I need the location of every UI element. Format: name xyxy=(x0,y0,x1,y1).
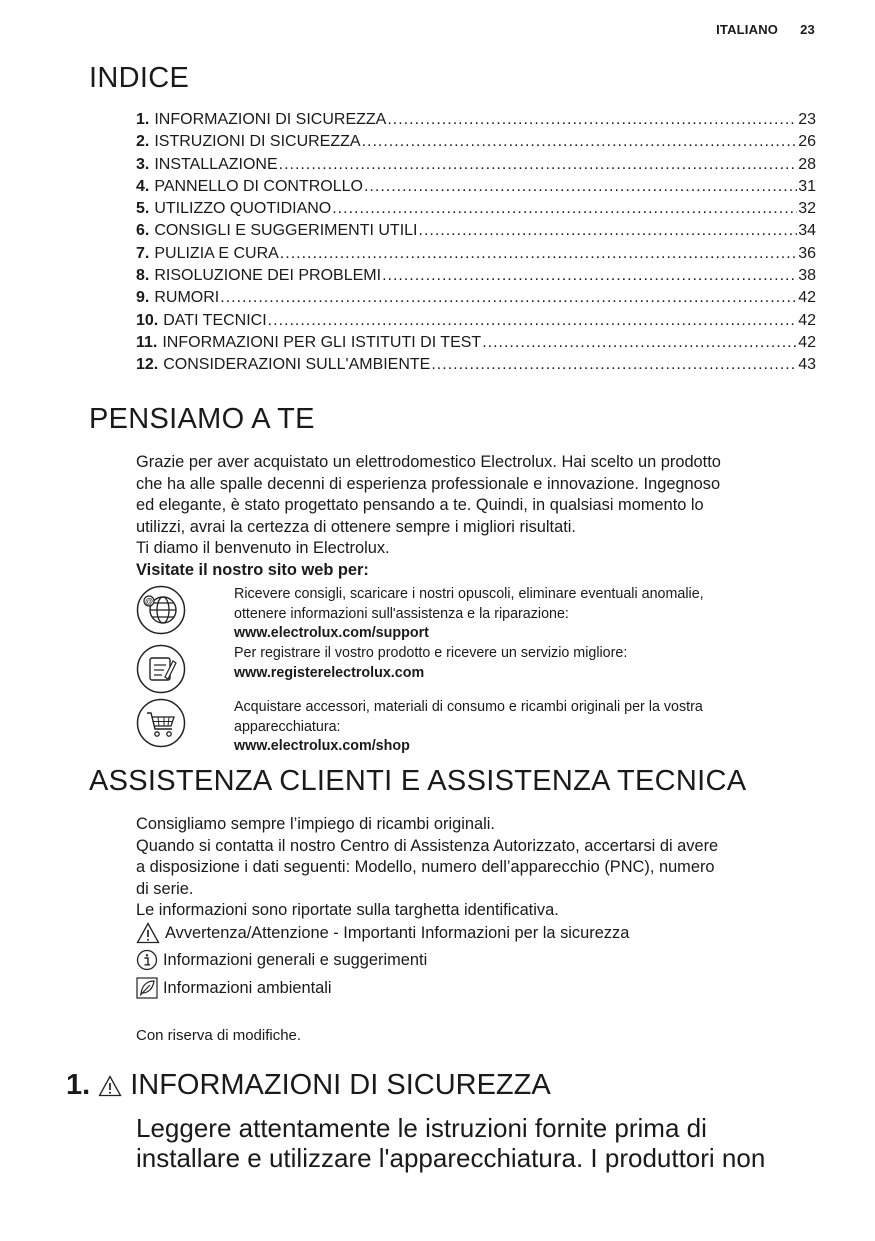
assistance-title: ASSISTENZA CLIENTI E ASSISTENZA TECNICA xyxy=(89,765,747,797)
legend-warning xyxy=(136,922,629,944)
toc-entry[interactable] xyxy=(136,312,816,334)
warning-triangle-icon xyxy=(98,1075,122,1097)
toc-entry[interactable] xyxy=(136,133,816,155)
toc-leader xyxy=(382,267,797,285)
support-desc: ottenere informazioni sull'assistenza e la riparazione: xyxy=(234,605,569,622)
toc-entry[interactable] xyxy=(136,200,816,222)
toc-leader xyxy=(279,156,798,174)
info-circle-icon xyxy=(136,949,158,971)
support-row xyxy=(136,585,826,645)
toc-leader xyxy=(220,289,797,307)
toc-page: 34 xyxy=(798,222,816,240)
toc-number: 5. xyxy=(136,200,150,218)
assistance-line: Consigliamo sempre l’impiego di ricambi originali. xyxy=(136,815,495,833)
table-of-contents xyxy=(136,111,816,379)
toc-page: 42 xyxy=(798,311,816,329)
toc-number: 8. xyxy=(136,267,150,285)
toc-page: 42 xyxy=(798,333,816,351)
toc-label: INFORMAZIONI DI SICUREZZA xyxy=(154,111,387,128)
svg-text:@: @ xyxy=(145,597,153,606)
support-link[interactable]: www.electrolux.com/support xyxy=(234,625,429,641)
index-title: INDICE xyxy=(89,62,190,94)
shop-text xyxy=(234,698,814,757)
toc-label: CONSIDERAZIONI SULL'AMBIENTE xyxy=(163,356,431,374)
section1-line: Leggere attentamente le istruzioni fornite prima di xyxy=(136,1113,707,1143)
toc-entry[interactable] xyxy=(136,356,816,378)
toc-page: 43 xyxy=(798,356,816,374)
thinking-title: PENSIAMO A TE xyxy=(89,403,315,435)
shop-desc: apparecchiatura: xyxy=(234,718,341,735)
toc-number: 2. xyxy=(136,133,150,151)
legend-info xyxy=(136,949,427,971)
toc-label: PANNELLO DI CONTROLLO xyxy=(154,177,363,195)
toc-page: 38 xyxy=(798,267,816,285)
shop-desc: Acquistare accessori, materiali di consumo e ricambi originali per la vostra xyxy=(234,699,703,715)
toc-entry[interactable] xyxy=(136,222,816,244)
toc-label: RISOLUZIONE DEI PROBLEMI xyxy=(154,267,382,285)
toc-label: DATI TECNICI xyxy=(163,311,267,329)
welcome-line: Ti diamo il benvenuto in Electrolux. xyxy=(136,539,390,558)
toc-leader xyxy=(280,245,797,263)
register-link[interactable]: www.registerelectrolux.com xyxy=(234,664,425,681)
toc-entry[interactable] xyxy=(136,334,816,356)
shopping-cart-icon xyxy=(136,698,186,748)
support-desc: Ricevere consigli, scaricare i nostri opuscoli, eliminare eventuali anomalie, xyxy=(234,586,704,602)
section1-number: 1. xyxy=(66,1069,91,1101)
section1-title xyxy=(66,1069,551,1102)
toc-label: RUMORI xyxy=(154,289,220,307)
assistance-line: Quando si contatta il nostro Centro di Assistenza Autorizzato, accertarsi di avere xyxy=(136,836,719,855)
toc-page: 23 xyxy=(798,111,816,128)
register-row xyxy=(136,644,826,704)
reserve-note: Con riserva di modifiche. xyxy=(136,1027,302,1044)
toc-entry[interactable] xyxy=(136,178,816,200)
toc-number: 6. xyxy=(136,222,150,240)
section1-intro xyxy=(136,1113,836,1173)
toc-entry[interactable] xyxy=(136,289,816,311)
toc-entry[interactable] xyxy=(136,267,816,289)
toc-number: 4. xyxy=(136,177,150,195)
toc-page: 36 xyxy=(798,244,816,262)
globe-at-icon xyxy=(136,585,186,635)
toc-leader xyxy=(387,111,797,129)
toc-entry[interactable] xyxy=(136,245,816,267)
assistance-line: a disposizione i dati seguenti: Modello, numero dell’apparecchio (PNC), numero xyxy=(136,858,715,877)
toc-label: INSTALLAZIONE xyxy=(154,155,278,173)
section1-line: installare e utilizzare l'apparecchiatura. I produttori non xyxy=(136,1143,766,1173)
toc-entry[interactable] xyxy=(136,111,816,133)
toc-page: 28 xyxy=(798,155,816,173)
assistance-line: Le informazioni sono riportate sulla targhetta identificativa. xyxy=(136,901,559,920)
legend-env xyxy=(136,977,332,999)
intro-line: ed elegante, è stato progettato pensando a te. Quindi, in qualsiasi momento lo xyxy=(136,496,704,515)
toc-label: INFORMAZIONI PER GLI ISTITUTI DI TEST xyxy=(162,333,482,351)
intro-line: Grazie per aver acquistato un elettrodomestico Electrolux. Hai scelto un prodotto xyxy=(136,453,721,471)
toc-label: ISTRUZIONI DI SICUREZZA xyxy=(154,133,361,151)
legend-env-label: Informazioni ambientali xyxy=(163,978,332,997)
toc-number: 12. xyxy=(136,356,159,374)
register-desc: Per registrare il vostro prodotto e ricevere un servizio migliore: xyxy=(234,645,628,661)
legend-warning-label: Avvertenza/Attenzione - Importanti Informazioni per la sicurezza xyxy=(165,923,630,942)
toc-leader xyxy=(419,222,798,240)
toc-entry[interactable] xyxy=(136,156,816,178)
toc-leader xyxy=(431,356,797,374)
toc-label: UTILIZZO QUOTIDIANO xyxy=(154,200,332,218)
assistance-line: di serie. xyxy=(136,879,194,898)
toc-leader xyxy=(362,133,798,151)
shop-link[interactable]: www.electrolux.com/shop xyxy=(234,738,410,754)
toc-number: 7. xyxy=(136,244,150,262)
toc-page: 31 xyxy=(798,177,816,195)
toc-leader xyxy=(268,312,798,330)
toc-label: PULIZIA E CURA xyxy=(154,244,279,262)
toc-page: 26 xyxy=(798,133,816,151)
register-form-icon xyxy=(136,644,186,694)
header-language: ITALIANO xyxy=(716,22,779,37)
assistance-text xyxy=(136,814,826,922)
toc-number: 3. xyxy=(136,155,150,173)
register-text xyxy=(234,644,814,683)
warning-triangle-icon xyxy=(136,922,160,944)
page-header xyxy=(716,22,815,37)
toc-number: 10. xyxy=(136,311,159,329)
leaf-icon xyxy=(136,977,158,999)
support-text xyxy=(234,585,814,644)
header-page-number: 23 xyxy=(800,22,815,37)
toc-number: 9. xyxy=(136,289,150,307)
visit-line: Visitate il nostro sito web per: xyxy=(136,560,369,579)
section1-title-text: INFORMAZIONI DI SICUREZZA xyxy=(130,1069,551,1101)
intro-line: utilizzi, avrai la certezza di ottenere sempre i migliori risultati. xyxy=(136,517,576,536)
toc-number: 1. xyxy=(136,111,150,128)
legend-info-label: Informazioni generali e suggerimenti xyxy=(163,950,428,969)
toc-page: 42 xyxy=(798,289,816,307)
intro-line: che ha alle spalle decenni di esperienza professionale e innovazione. Ingegnoso xyxy=(136,474,721,493)
toc-label: CONSIGLI E SUGGERIMENTI UTILI xyxy=(154,222,418,240)
toc-leader xyxy=(332,200,797,218)
toc-leader xyxy=(364,178,797,196)
toc-number: 11. xyxy=(136,333,158,351)
shop-row xyxy=(136,698,826,758)
thinking-intro xyxy=(136,452,826,582)
toc-page: 32 xyxy=(798,200,816,218)
toc-leader xyxy=(482,334,797,352)
